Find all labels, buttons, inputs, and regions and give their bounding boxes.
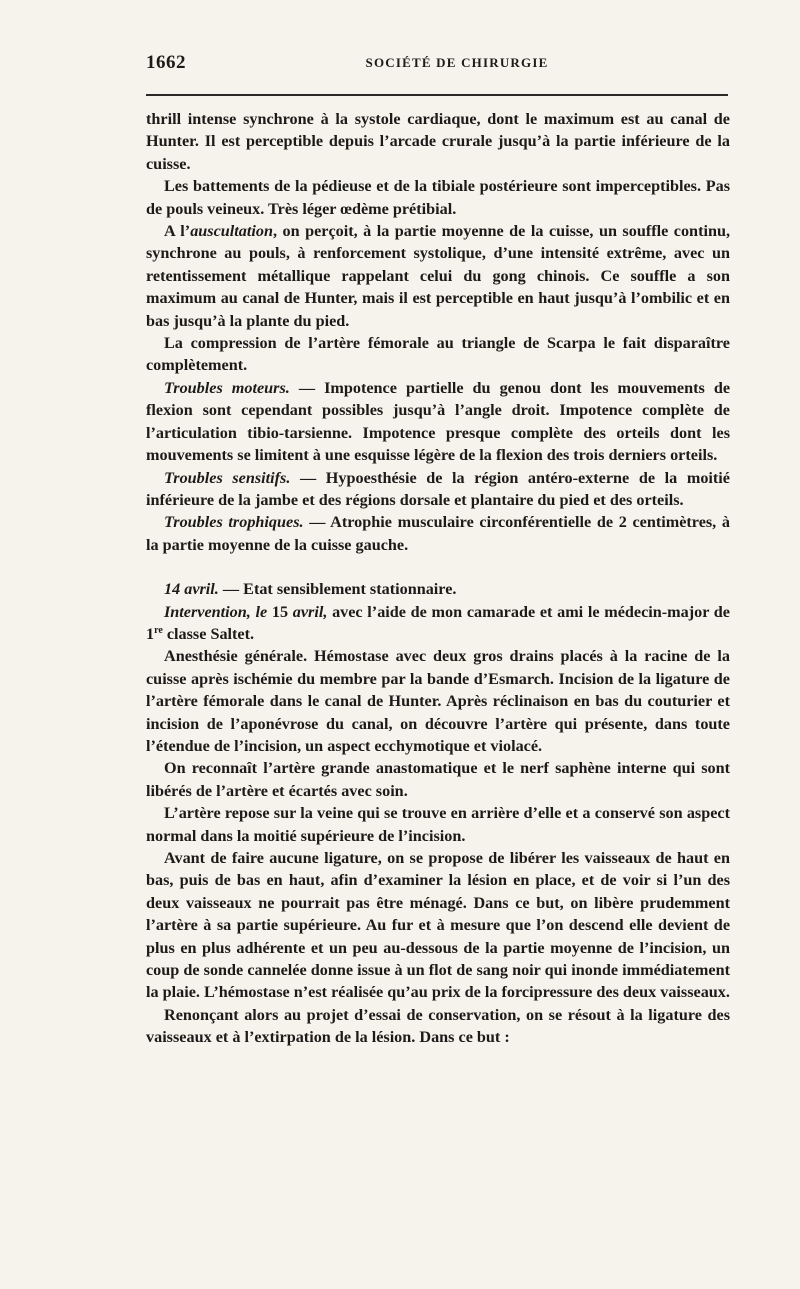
- body-text: [146, 108, 730, 1049]
- paragraph: Les battements de la pédieuse et de la tibiale postérieure sont imperceptibles. Pas de pouls veineux. Très léger œdème prétibial.: [146, 177, 730, 218]
- page-number: 1662: [146, 52, 186, 73]
- paragraph: Anesthésie générale. Hémostase avec deux gros drains placés à la racine de la cuisse après ischémie du membre par la bande d’Esmarch. Incision de la ligature de l’artère fémorale dans le canal de Hunter. Après réclinaison en bas du couturier et incision de l’aponévrose du canal, on découvre l’artère qui présente, dans toute l’étendue de l’incision, un aspect ecchymotique et violacé.: [146, 647, 730, 755]
- running-head: SOCIÉTÉ DE CHIRURGIE: [365, 55, 549, 70]
- paragraph: La compression de l’artère fémorale au triangle de Scarpa le fait disparaître complètement.: [146, 334, 730, 375]
- paragraph: Troubles sensitifs. — Hypoesthésie de la région antéro-externe de la moitié inférieure de la jambe et des régions dorsale et plantaire du pied et des orteils.: [146, 468, 730, 509]
- paragraph: Avant de faire aucune ligature, on se propose de libérer les vaisseaux de haut en bas, puis de bas en haut, afin d’examiner la lésion en place, et de voir si l’un des deux vaisseaux ne pourrait pas être ménagé. Dans ce but, on libère prudemment l’artère à sa partie supérieure. Au fur et à mesure que l’on descend elle devient de plus en plus adhérente et un peu au-dessous de la partie moyenne de l’incision, un coup de sonde cannelée donne issue à un flot de sang noir qui inonde immédiatement la plaie. L’hémostase n’est réalisée qu’au prix de la forcipressure des deux vaisseaux.: [146, 849, 730, 1002]
- paragraph: 14 avril. — Etat sensiblement stationnaire.: [164, 580, 457, 599]
- page-header: [146, 52, 728, 80]
- paragraph: Troubles trophiques. — Atrophie musculaire circonférentielle de 2 centimètres, à la partie moyenne de la cuisse gauche.: [146, 513, 730, 554]
- paragraph: thrill intense synchrone à la systole cardiaque, dont le maximum est au canal de Hunter. Il est perceptible depuis l’arcade crurale jusqu’à la partie inférieure de la cuisse.: [146, 110, 730, 173]
- header-rule: [146, 94, 728, 96]
- paragraph: Troubles moteurs. — Impotence partielle du genou dont les mouvements de flexion sont cependant possibles jusqu’à l’angle droit. Impotence complète de l’articulation tibio-tarsienne. Impotence presque complète des orteils dont les mouvements se limitent à une esquisse légère de la flexion des trois derniers orteils.: [146, 378, 731, 465]
- paragraph: Renonçant alors au projet d’essai de conservation, on se résout à la ligature des vaisseaux et à l’extirpation de la lésion. Dans ce but :: [146, 1005, 730, 1047]
- paragraph: Intervention, le 15 avril, avec l’aide de mon camarade et ami le médecin-major de 1re classe Saltet.: [146, 602, 730, 643]
- paragraph: A l’auscultation, on perçoit, à la partie moyenne de la cuisse, un souffle continu, synchrone au pouls, à renforcement systolique, d’une intensité extrême, avec un retentissement métallique rappelant celui du gong chinois. Ce souffle a son maximum au canal de Hunter, mais il est perceptible en haut jusqu’à l’ombilic et en bas jusqu’à la plante du pied.: [146, 222, 731, 330]
- paragraph: On reconnaît l’artère grande anastomatique et le nerf saphène interne qui sont libérés de l’artère et écartés avec soin.: [146, 759, 730, 800]
- paragraph: L’artère repose sur la veine qui se trouve en arrière d’elle et a conservé son aspect normal dans la moitié supérieure de l’incision.: [146, 804, 730, 845]
